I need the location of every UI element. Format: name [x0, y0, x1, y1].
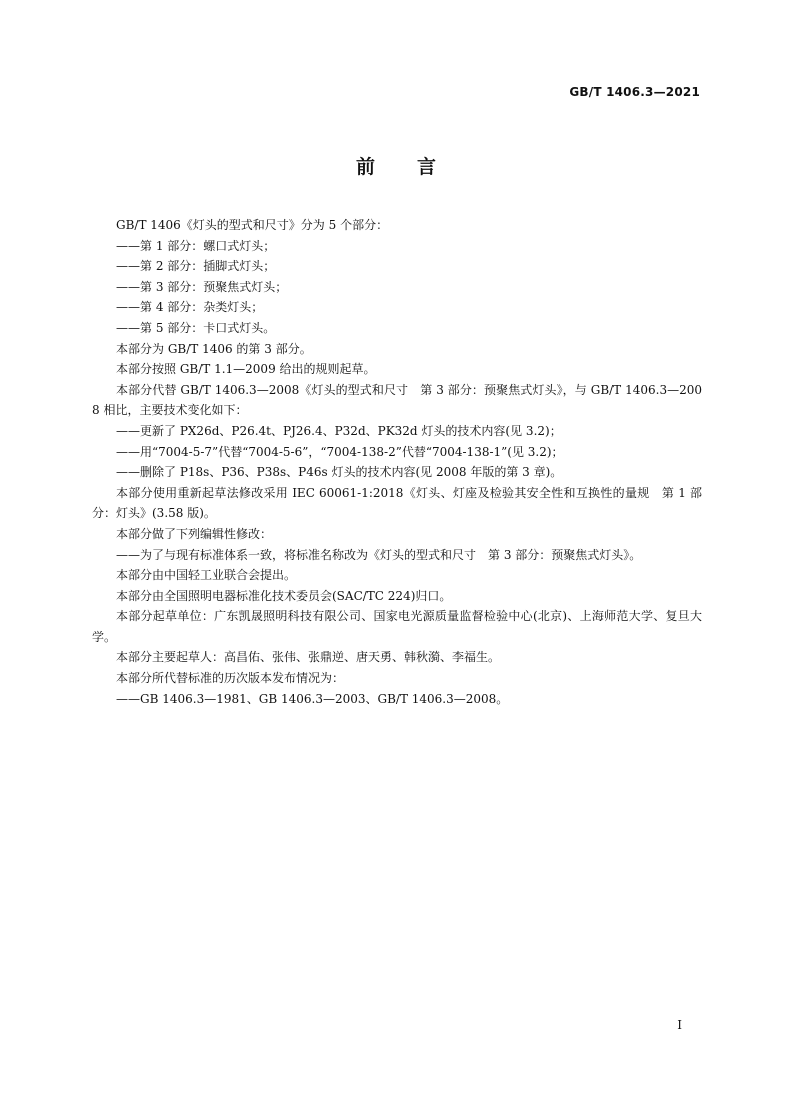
paragraph: 本部分为 GB/T 1406 的第 3 部分。	[116, 341, 312, 356]
list-item: ——删除了 P18s、P36、P38s、P46s 灯头的技术内容(见 2008 年版的第 3 章)。	[116, 465, 563, 480]
paragraph: 本部分主要起草人：高昌佑、张伟、张鼎逆、唐天勇、韩秋漪、李福生。	[116, 650, 501, 665]
paragraph: 本部分由全国照明电器标准化技术委员会(SAC/TC 224)归口。	[116, 588, 452, 603]
list-item: ——第 4 部分：杂类灯头；	[116, 300, 264, 315]
list-item: ——第 3 部分：预聚焦式灯头；	[116, 279, 288, 294]
document-body	[92, 215, 702, 709]
list-item: ——第 1 部分：螺口式灯头；	[116, 238, 276, 253]
page-title: 前言	[355, 156, 478, 178]
list-item: ——用“7004-5-7”代替“7004-5-6”，“7004-138-2”代替“7004-138-1”(见 3.2)；	[116, 444, 564, 459]
paragraph: 本部分由中国轻工业联合会提出。	[116, 568, 297, 583]
list-item: ——第 2 部分：插脚式灯头；	[116, 259, 276, 274]
list-item: ——GB 1406.3—1981、GB 1406.3—2003、GB/T 1406.3—2008。	[116, 691, 509, 706]
paragraph: 本部分所代替标准的历次版本发布情况为：	[116, 671, 345, 686]
list-item: ——第 5 部分：卡口式灯头。	[116, 320, 276, 335]
paragraph: 本部分起草单位：广东凯晟照明科技有限公司、国家电光源质量监督检验中心(北京)、上海师范大学、复旦大学。	[92, 609, 702, 644]
list-item: ——更新了 PX26d、P26.4t、PJ26.4、P32d、PK32d 灯头的技术内容(见 3.2)；	[116, 423, 562, 438]
paragraph: 本部分做了下列编辑性修改：	[116, 526, 273, 541]
paragraph: 本部分使用重新起草法修改采用 IEC 60061-1:2018《灯头、灯座及检验其安全性和互换性的量规 第 1 部分：灯头》(3.58 版)。	[92, 485, 702, 521]
paragraph: 本部分代替 GB/T 1406.3—2008《灯头的型式和尺寸 第 3 部分：预聚焦式灯头》，与 GB/T 1406.3—2008 相比，主要技术变化如下：	[92, 382, 702, 418]
standard-code: GB/T 1406.3—2021	[569, 85, 700, 99]
paragraph: 本部分按照 GB/T 1.1—2009 给出的规则起草。	[116, 362, 376, 377]
list-item: ——为了与现有标准体系一致，将标准名称改为《灯头的型式和尺寸 第 3 部分：预聚焦式灯头》。	[116, 547, 642, 562]
page-number: I	[677, 1018, 682, 1032]
paragraph: GB/T 1406《灯头的型式和尺寸》分为 5 个部分：	[116, 218, 389, 232]
